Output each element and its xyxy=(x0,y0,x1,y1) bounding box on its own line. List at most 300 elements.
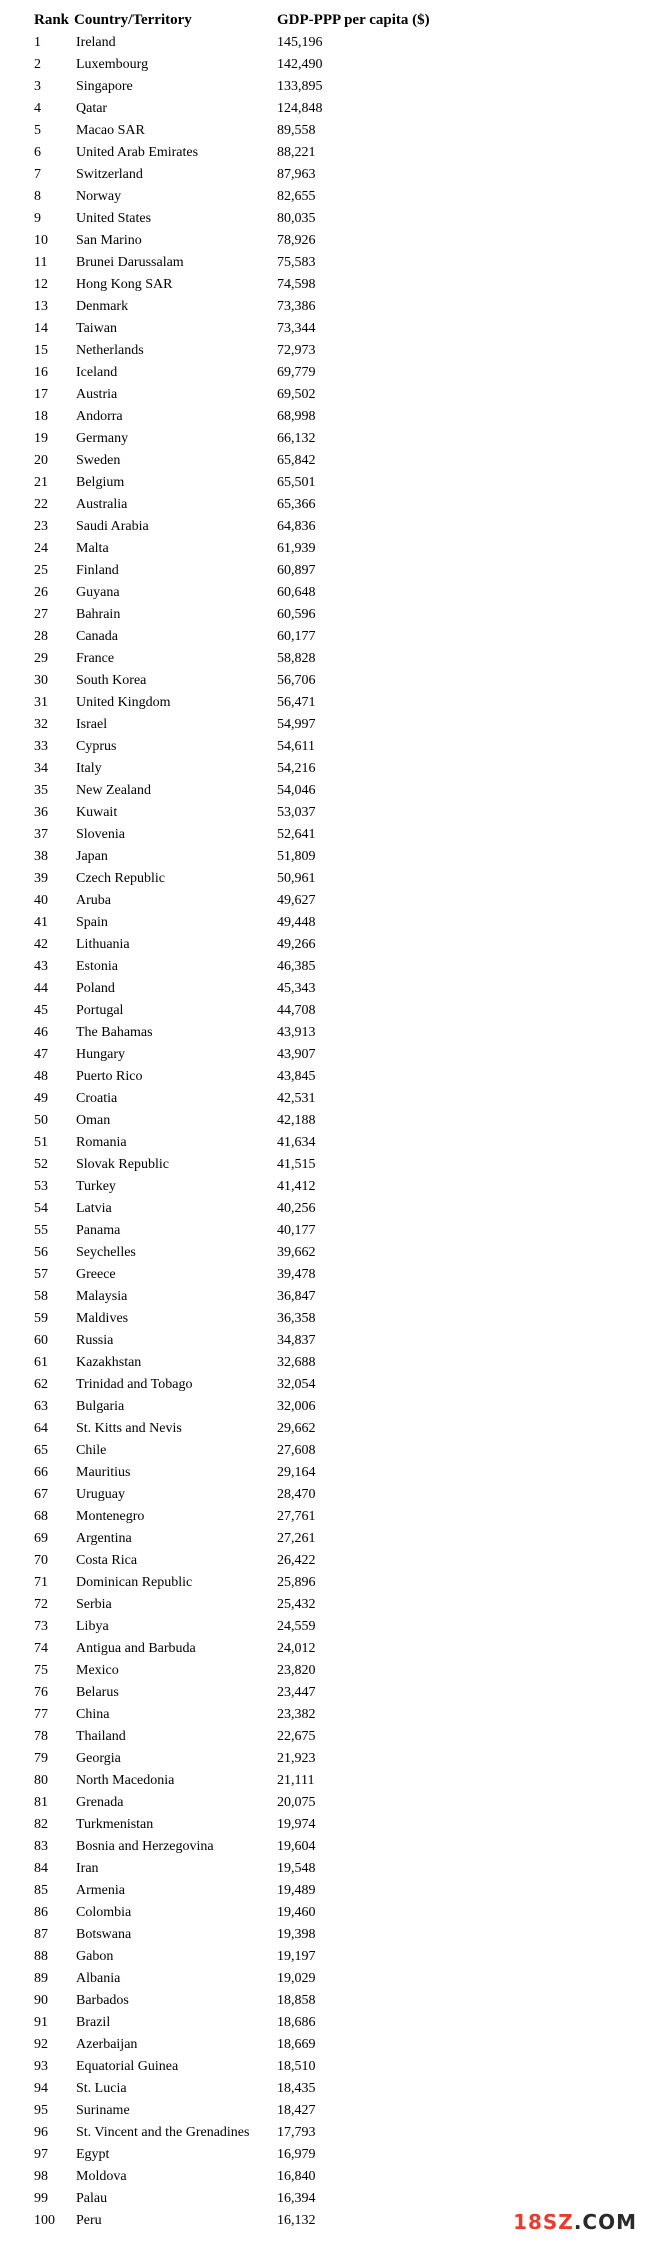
rank-cell: 93 xyxy=(34,2059,48,2074)
table-row xyxy=(34,978,454,1000)
gdp-cell: 22,675 xyxy=(277,1729,316,1744)
table-row xyxy=(34,1616,454,1638)
gdp-cell: 64,836 xyxy=(277,519,316,534)
gdp-cell: 29,164 xyxy=(277,1465,316,1480)
country-cell: Iceland xyxy=(76,365,118,380)
country-cell: United Kingdom xyxy=(76,695,171,710)
table-row xyxy=(34,1022,454,1044)
gdp-cell: 87,963 xyxy=(277,167,316,182)
rank-cell: 9 xyxy=(34,211,41,226)
gdp-cell: 82,655 xyxy=(277,189,316,204)
table-row xyxy=(34,1132,454,1154)
gdp-cell: 51,809 xyxy=(277,849,316,864)
gdp-cell: 16,132 xyxy=(277,2213,316,2228)
rank-cell: 68 xyxy=(34,1509,48,1524)
country-cell: Austria xyxy=(76,387,118,402)
rank-cell: 43 xyxy=(34,959,48,974)
country-cell: St. Kitts and Nevis xyxy=(76,1421,182,1436)
rank-cell: 2 xyxy=(34,57,41,72)
country-cell: Brazil xyxy=(76,2015,111,2030)
country-cell: Sweden xyxy=(76,453,121,468)
gdp-cell: 49,627 xyxy=(277,893,316,908)
gdp-cell: 18,510 xyxy=(277,2059,316,2074)
rank-cell: 7 xyxy=(34,167,41,182)
table-row xyxy=(34,824,454,846)
rank-cell: 50 xyxy=(34,1113,48,1128)
country-cell: Equatorial Guinea xyxy=(76,2059,179,2074)
rank-cell: 42 xyxy=(34,937,48,952)
rank-cell: 90 xyxy=(34,1993,48,2008)
gdp-cell: 50,961 xyxy=(277,871,316,886)
gdp-cell: 19,489 xyxy=(277,1883,316,1898)
table-row xyxy=(34,1770,454,1792)
table-row xyxy=(34,76,454,98)
country-cell: Bulgaria xyxy=(76,1399,125,1414)
country-cell: Iran xyxy=(76,1861,99,1876)
country-cell: Puerto Rico xyxy=(76,1069,143,1084)
rank-cell: 47 xyxy=(34,1047,48,1062)
gdp-cell: 65,842 xyxy=(277,453,316,468)
gdp-cell: 54,216 xyxy=(277,761,316,776)
table-row xyxy=(34,1506,454,1528)
gdp-cell: 49,266 xyxy=(277,937,316,952)
gdp-cell: 19,460 xyxy=(277,1905,316,1920)
gdp-cell: 72,973 xyxy=(277,343,316,358)
gdp-cell: 73,386 xyxy=(277,299,316,314)
rank-cell: 31 xyxy=(34,695,48,710)
rank-cell: 66 xyxy=(34,1465,48,1480)
rank-cell: 81 xyxy=(34,1795,48,1810)
country-cell: Turkey xyxy=(76,1179,116,1194)
country-cell: Spain xyxy=(76,915,108,930)
rank-cell: 4 xyxy=(34,101,41,116)
gdp-cell: 25,432 xyxy=(277,1597,316,1612)
rank-cell: 63 xyxy=(34,1399,48,1414)
gdp-cell: 18,427 xyxy=(277,2103,316,2118)
gdp-cell: 18,858 xyxy=(277,1993,316,2008)
table-row xyxy=(34,296,454,318)
gdp-cell: 18,686 xyxy=(277,2015,316,2030)
rank-cell: 1 xyxy=(34,35,41,50)
table-row xyxy=(34,2034,454,2056)
rank-cell: 55 xyxy=(34,1223,48,1238)
rank-cell: 19 xyxy=(34,431,48,446)
gdp-cell: 41,634 xyxy=(277,1135,316,1150)
header-rank: Rank xyxy=(34,12,70,28)
table-row xyxy=(34,934,454,956)
country-cell: France xyxy=(76,651,115,666)
table-row xyxy=(34,230,454,252)
country-cell: Dominican Republic xyxy=(76,1575,193,1590)
country-cell: Italy xyxy=(76,761,102,776)
rank-cell: 65 xyxy=(34,1443,48,1458)
rank-cell: 80 xyxy=(34,1773,48,1788)
table-row xyxy=(34,1594,454,1616)
table-row xyxy=(34,2122,454,2144)
rank-cell: 59 xyxy=(34,1311,48,1326)
table-row xyxy=(34,1088,454,1110)
gdp-cell: 18,669 xyxy=(277,2037,316,2052)
country-cell: Latvia xyxy=(76,1201,112,1216)
rank-cell: 86 xyxy=(34,1905,48,1920)
country-cell: Seychelles xyxy=(76,1245,136,1260)
rank-cell: 14 xyxy=(34,321,48,336)
watermark-part-2: .COM xyxy=(573,2210,637,2234)
table-row xyxy=(34,2056,454,2078)
rank-cell: 92 xyxy=(34,2037,48,2052)
country-cell: Germany xyxy=(76,431,129,446)
table-row xyxy=(34,1858,454,1880)
gdp-cell: 19,548 xyxy=(277,1861,316,1876)
rank-cell: 8 xyxy=(34,189,41,204)
country-cell: Andorra xyxy=(76,409,123,424)
country-cell: Belgium xyxy=(76,475,125,490)
table-row xyxy=(34,890,454,912)
table-row xyxy=(34,1572,454,1594)
country-cell: Argentina xyxy=(76,1531,132,1546)
country-cell: Belarus xyxy=(76,1685,119,1700)
country-cell: Switzerland xyxy=(76,167,143,182)
table-row xyxy=(34,1638,454,1660)
table-row xyxy=(34,1308,454,1330)
country-cell: United States xyxy=(76,211,152,226)
table-row xyxy=(34,1264,454,1286)
country-cell: Saudi Arabia xyxy=(76,519,149,534)
country-cell: Guyana xyxy=(76,585,120,600)
country-cell: Mexico xyxy=(76,1663,119,1678)
country-cell: Singapore xyxy=(76,79,133,94)
gdp-cell: 19,398 xyxy=(277,1927,316,1942)
rank-cell: 62 xyxy=(34,1377,48,1392)
country-cell: Israel xyxy=(76,717,108,732)
gdp-cell: 23,447 xyxy=(277,1685,316,1700)
gdp-cell: 21,111 xyxy=(277,1773,315,1788)
gdp-cell: 34,837 xyxy=(277,1333,316,1348)
rank-cell: 72 xyxy=(34,1597,48,1612)
gdp-cell: 142,490 xyxy=(277,57,323,72)
table-row xyxy=(34,1066,454,1088)
gdp-cell: 39,478 xyxy=(277,1267,316,1282)
gdp-cell: 24,012 xyxy=(277,1641,316,1656)
table-row xyxy=(34,98,454,120)
table-row xyxy=(34,164,454,186)
gdp-cell: 40,256 xyxy=(277,1201,316,1216)
rank-cell: 37 xyxy=(34,827,48,842)
table-row xyxy=(34,868,454,890)
gdp-cell: 60,897 xyxy=(277,563,316,578)
country-cell: Kuwait xyxy=(76,805,118,820)
table-row xyxy=(34,1286,454,1308)
table-row xyxy=(34,956,454,978)
gdp-cell: 46,385 xyxy=(277,959,316,974)
gdp-cell: 21,923 xyxy=(277,1751,316,1766)
gdp-cell: 43,845 xyxy=(277,1069,316,1084)
rank-cell: 35 xyxy=(34,783,48,798)
rank-cell: 6 xyxy=(34,145,41,160)
table-row xyxy=(34,1726,454,1748)
table-row xyxy=(34,1220,454,1242)
gdp-cell: 61,939 xyxy=(277,541,316,556)
table-row xyxy=(34,340,454,362)
country-cell: Netherlands xyxy=(76,343,144,358)
country-cell: Barbados xyxy=(76,1993,129,2008)
country-cell: Colombia xyxy=(76,1905,132,1920)
rank-cell: 11 xyxy=(34,255,48,270)
rank-cell: 22 xyxy=(34,497,48,512)
country-cell: Aruba xyxy=(76,893,111,908)
watermark-part-1: 18SZ xyxy=(513,2210,574,2234)
gdp-cell: 80,035 xyxy=(277,211,316,226)
country-cell: Ireland xyxy=(76,35,116,50)
site-watermark-logo xyxy=(513,2207,637,2237)
country-cell: San Marino xyxy=(76,233,142,248)
gdp-cell: 43,907 xyxy=(277,1047,316,1062)
country-cell: Greece xyxy=(76,1267,116,1282)
rank-cell: 73 xyxy=(34,1619,48,1634)
table-row xyxy=(34,1000,454,1022)
rank-cell: 70 xyxy=(34,1553,48,1568)
rank-cell: 89 xyxy=(34,1971,48,1986)
table-row xyxy=(34,384,454,406)
gdp-cell: 89,558 xyxy=(277,123,316,138)
rank-cell: 82 xyxy=(34,1817,48,1832)
gdp-cell: 42,188 xyxy=(277,1113,316,1128)
table-row xyxy=(34,450,454,472)
table-row xyxy=(34,736,454,758)
table-row xyxy=(34,362,454,384)
rank-cell: 49 xyxy=(34,1091,48,1106)
table-row xyxy=(34,2100,454,2122)
rank-cell: 96 xyxy=(34,2125,48,2140)
gdp-cell: 58,828 xyxy=(277,651,316,666)
rank-cell: 54 xyxy=(34,1201,48,1216)
table-row xyxy=(34,560,454,582)
rank-cell: 25 xyxy=(34,563,48,578)
gdp-cell: 74,598 xyxy=(277,277,316,292)
gdp-cell: 75,583 xyxy=(277,255,316,270)
gdp-cell: 124,848 xyxy=(277,101,323,116)
table-row xyxy=(34,1176,454,1198)
country-cell: Finland xyxy=(76,563,119,578)
table-row xyxy=(34,780,454,802)
rank-cell: 99 xyxy=(34,2191,48,2206)
table-row xyxy=(34,1682,454,1704)
gdp-cell: 19,974 xyxy=(277,1817,316,1832)
table-row xyxy=(34,1110,454,1132)
gdp-cell: 19,029 xyxy=(277,1971,316,1986)
gdp-cell: 24,559 xyxy=(277,1619,316,1634)
gdp-cell: 23,382 xyxy=(277,1707,316,1722)
country-cell: Japan xyxy=(76,849,108,864)
table-row xyxy=(34,2188,454,2210)
table-row xyxy=(34,120,454,142)
table-row xyxy=(34,1902,454,1924)
rank-cell: 61 xyxy=(34,1355,48,1370)
table-row xyxy=(34,1484,454,1506)
rank-cell: 30 xyxy=(34,673,48,688)
country-cell: Thailand xyxy=(76,1729,126,1744)
table-row xyxy=(34,32,454,54)
country-cell: Gabon xyxy=(76,1949,114,1964)
header-gdp: GDP-PPP per capita ($) xyxy=(277,12,430,28)
country-cell: St. Lucia xyxy=(76,2081,127,2096)
country-cell: Egypt xyxy=(76,2147,110,2162)
country-cell: China xyxy=(76,1707,110,1722)
table-row xyxy=(34,2210,454,2232)
table-row xyxy=(34,1880,454,1902)
rank-cell: 57 xyxy=(34,1267,48,1282)
rank-cell: 5 xyxy=(34,123,41,138)
rank-cell: 79 xyxy=(34,1751,48,1766)
gdp-cell: 36,847 xyxy=(277,1289,316,1304)
table-row xyxy=(34,186,454,208)
table-row xyxy=(34,1924,454,1946)
country-cell: Hong Kong SAR xyxy=(76,277,173,292)
table-row xyxy=(34,1352,454,1374)
gdp-cell: 88,221 xyxy=(277,145,316,160)
country-cell: Cyprus xyxy=(76,739,117,754)
gdp-cell: 54,611 xyxy=(277,739,315,754)
country-cell: Oman xyxy=(76,1113,111,1128)
gdp-cell: 65,366 xyxy=(277,497,316,512)
rank-cell: 23 xyxy=(34,519,48,534)
header-country: Country/Territory xyxy=(74,12,192,28)
table-row xyxy=(34,802,454,824)
country-cell: Taiwan xyxy=(76,321,118,336)
rank-cell: 83 xyxy=(34,1839,48,1854)
table-row xyxy=(34,2144,454,2166)
gdp-cell: 60,648 xyxy=(277,585,316,600)
gdp-cell: 66,132 xyxy=(277,431,316,446)
rank-cell: 18 xyxy=(34,409,48,424)
table-row xyxy=(34,758,454,780)
gdp-cell: 28,470 xyxy=(277,1487,316,1502)
country-cell: St. Vincent and the Grenadines xyxy=(76,2125,250,2140)
gdp-cell: 19,197 xyxy=(277,1949,316,1964)
rank-cell: 28 xyxy=(34,629,48,644)
rank-cell: 27 xyxy=(34,607,48,622)
rank-cell: 58 xyxy=(34,1289,48,1304)
rank-cell: 48 xyxy=(34,1069,48,1084)
table-row xyxy=(34,252,454,274)
table-row xyxy=(34,318,454,340)
table-row xyxy=(34,1968,454,1990)
country-cell: Suriname xyxy=(76,2103,130,2118)
table-row xyxy=(34,1946,454,1968)
gdp-cell: 44,708 xyxy=(277,1003,316,1018)
country-cell: Palau xyxy=(76,2191,108,2206)
country-cell: Canada xyxy=(76,629,118,644)
table-row xyxy=(34,1836,454,1858)
rank-cell: 74 xyxy=(34,1641,48,1656)
table-row xyxy=(34,494,454,516)
country-cell: Georgia xyxy=(76,1751,121,1766)
country-cell: The Bahamas xyxy=(76,1025,153,1040)
country-cell: Costa Rica xyxy=(76,1553,138,1568)
table-row xyxy=(34,692,454,714)
gdp-cell: 69,779 xyxy=(277,365,316,380)
table-row xyxy=(34,1330,454,1352)
country-cell: Botswana xyxy=(76,1927,132,1942)
table-row xyxy=(34,912,454,934)
gdp-cell: 17,793 xyxy=(277,2125,316,2140)
country-cell: Uruguay xyxy=(76,1487,125,1502)
rank-cell: 91 xyxy=(34,2015,48,2030)
country-cell: Azerbaijan xyxy=(76,2037,138,2052)
gdp-cell: 65,501 xyxy=(277,475,316,490)
gdp-cell: 68,998 xyxy=(277,409,316,424)
gdp-cell: 27,261 xyxy=(277,1531,316,1546)
rank-cell: 40 xyxy=(34,893,48,908)
gdp-cell: 32,054 xyxy=(277,1377,316,1392)
table-row xyxy=(34,1418,454,1440)
table-row xyxy=(34,1704,454,1726)
rank-cell: 34 xyxy=(34,761,48,776)
gdp-cell: 41,515 xyxy=(277,1157,316,1172)
country-cell: Kazakhstan xyxy=(76,1355,142,1370)
country-cell: Norway xyxy=(76,189,122,204)
country-cell: United Arab Emirates xyxy=(76,145,199,160)
country-cell: Australia xyxy=(76,497,128,512)
country-cell: Portugal xyxy=(76,1003,124,1018)
gdp-cell: 39,662 xyxy=(277,1245,316,1260)
table-row xyxy=(34,626,454,648)
gdp-cell: 43,913 xyxy=(277,1025,316,1040)
gdp-cell: 52,641 xyxy=(277,827,316,842)
table-row xyxy=(34,2078,454,2100)
table-row xyxy=(34,846,454,868)
country-cell: Slovak Republic xyxy=(76,1157,169,1172)
gdp-cell: 60,596 xyxy=(277,607,316,622)
table-row xyxy=(34,208,454,230)
rank-cell: 3 xyxy=(34,79,41,94)
country-cell: Romania xyxy=(76,1135,127,1150)
gdp-cell: 16,394 xyxy=(277,2191,316,2206)
rank-cell: 87 xyxy=(34,1927,48,1942)
country-cell: Malta xyxy=(76,541,109,556)
rank-cell: 45 xyxy=(34,1003,48,1018)
gdp-cell: 53,037 xyxy=(277,805,316,820)
rank-cell: 32 xyxy=(34,717,48,732)
rank-cell: 75 xyxy=(34,1663,48,1678)
gdp-cell: 73,344 xyxy=(277,321,316,336)
rank-cell: 88 xyxy=(34,1949,48,1964)
gdp-cell: 27,608 xyxy=(277,1443,316,1458)
country-cell: Serbia xyxy=(76,1597,112,1612)
country-cell: Libya xyxy=(76,1619,109,1634)
table-row xyxy=(34,142,454,164)
table-row xyxy=(34,1550,454,1572)
gdp-cell: 27,761 xyxy=(277,1509,316,1524)
rank-cell: 29 xyxy=(34,651,48,666)
gdp-cell: 56,471 xyxy=(277,695,316,710)
gdp-cell: 54,046 xyxy=(277,783,316,798)
gdp-cell: 40,177 xyxy=(277,1223,316,1238)
table-row xyxy=(34,1990,454,2012)
rank-cell: 26 xyxy=(34,585,48,600)
rank-cell: 12 xyxy=(34,277,48,292)
gdp-cell: 69,502 xyxy=(277,387,316,402)
country-cell: Montenegro xyxy=(76,1509,145,1524)
table-row xyxy=(34,1462,454,1484)
table-row xyxy=(34,582,454,604)
table-row xyxy=(34,1440,454,1462)
table-row xyxy=(34,54,454,76)
country-cell: Croatia xyxy=(76,1091,118,1106)
rank-cell: 38 xyxy=(34,849,48,864)
country-cell: Antigua and Barbuda xyxy=(76,1641,196,1656)
country-cell: Luxembourg xyxy=(76,57,149,72)
